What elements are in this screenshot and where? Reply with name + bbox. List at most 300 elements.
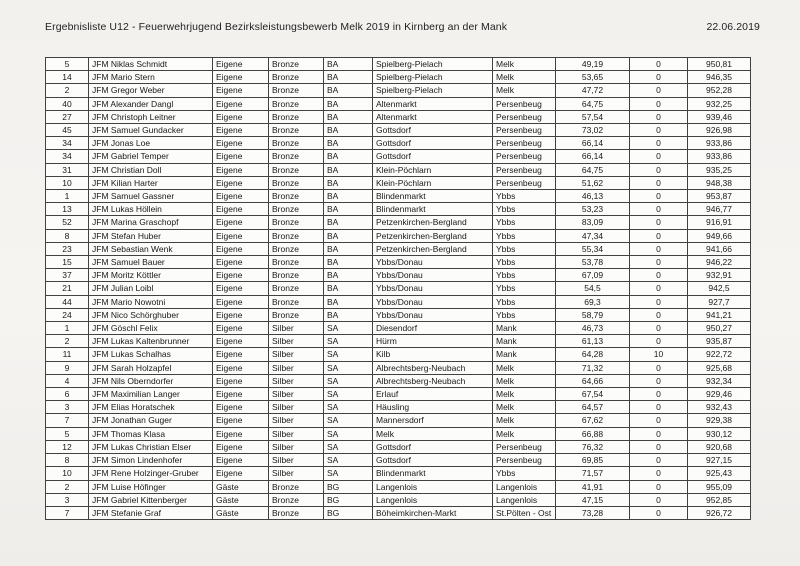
cell-class: BA: [324, 58, 373, 71]
cell-name: JFM Gabriel Kittenberger: [89, 493, 213, 506]
cell-start-number: 13: [46, 203, 89, 216]
cell-fire-brigade: Klein-Pöchlarn: [373, 176, 493, 189]
cell-district: Persenbeug: [493, 176, 556, 189]
cell-class: BA: [324, 308, 373, 321]
cell-start-number: 10: [46, 176, 89, 189]
cell-group: Gäste: [213, 480, 269, 493]
cell-competition-level: Silber: [269, 361, 324, 374]
cell-group: Gäste: [213, 506, 269, 519]
cell-time: 76,32: [556, 440, 630, 453]
table-row: [46, 322, 751, 335]
cell-competition-level: Bronze: [269, 282, 324, 295]
cell-group: Eigene: [213, 322, 269, 335]
cell-competition-level: Bronze: [269, 269, 324, 282]
cell-penalty: 0: [630, 388, 688, 401]
cell-competition-level: Silber: [269, 401, 324, 414]
cell-class: SA: [324, 348, 373, 361]
cell-district: St.Pölten - Ost: [493, 506, 556, 519]
cell-competition-level: Bronze: [269, 295, 324, 308]
cell-class: SA: [324, 467, 373, 480]
cell-time: 66,14: [556, 150, 630, 163]
cell-time: 47,15: [556, 493, 630, 506]
cell-fire-brigade: Petzenkirchen-Bergland: [373, 229, 493, 242]
cell-class: BA: [324, 242, 373, 255]
cell-competition-level: Silber: [269, 388, 324, 401]
cell-time: 66,88: [556, 427, 630, 440]
cell-start-number: 5: [46, 427, 89, 440]
cell-competition-level: Silber: [269, 440, 324, 453]
cell-points: 927,7: [688, 295, 751, 308]
table-row: [46, 401, 751, 414]
cell-name: JFM Sebastian Wenk: [89, 242, 213, 255]
table-row: [46, 467, 751, 480]
cell-district: Persenbeug: [493, 163, 556, 176]
cell-name: JFM Maximilian Langer: [89, 388, 213, 401]
cell-points: 925,43: [688, 467, 751, 480]
cell-district: Melk: [493, 374, 556, 387]
cell-class: SA: [324, 427, 373, 440]
cell-competition-level: Silber: [269, 322, 324, 335]
cell-class: BA: [324, 203, 373, 216]
cell-points: 933,86: [688, 137, 751, 150]
cell-points: 949,66: [688, 229, 751, 242]
cell-district: Ybbs: [493, 216, 556, 229]
cell-class: BA: [324, 269, 373, 282]
table-row: [46, 163, 751, 176]
cell-start-number: 40: [46, 97, 89, 110]
cell-name: JFM Nico Schörghuber: [89, 308, 213, 321]
cell-penalty: 0: [630, 176, 688, 189]
cell-competition-level: Bronze: [269, 229, 324, 242]
cell-points: 939,46: [688, 110, 751, 123]
cell-fire-brigade: Ybbs/Donau: [373, 256, 493, 269]
cell-fire-brigade: Erlauf: [373, 388, 493, 401]
cell-time: 71,32: [556, 361, 630, 374]
cell-penalty: 0: [630, 242, 688, 255]
cell-penalty: 0: [630, 361, 688, 374]
table-row: [46, 110, 751, 123]
cell-time: 71,57: [556, 467, 630, 480]
cell-district: Ybbs: [493, 308, 556, 321]
cell-fire-brigade: Spielberg-Pielach: [373, 84, 493, 97]
cell-fire-brigade: Ybbs/Donau: [373, 269, 493, 282]
cell-name: JFM Gregor Weber: [89, 84, 213, 97]
cell-name: JFM Kilian Harter: [89, 176, 213, 189]
cell-points: 948,38: [688, 176, 751, 189]
cell-fire-brigade: Altenmarkt: [373, 110, 493, 123]
cell-group: Eigene: [213, 229, 269, 242]
cell-points: 926,72: [688, 506, 751, 519]
cell-class: BA: [324, 295, 373, 308]
cell-start-number: 27: [46, 110, 89, 123]
cell-penalty: 0: [630, 414, 688, 427]
cell-points: 952,28: [688, 84, 751, 97]
cell-penalty: 0: [630, 203, 688, 216]
cell-district: Persenbeug: [493, 454, 556, 467]
cell-penalty: 0: [630, 308, 688, 321]
cell-time: 64,75: [556, 163, 630, 176]
cell-fire-brigade: Kilb: [373, 348, 493, 361]
cell-time: 49,19: [556, 58, 630, 71]
cell-fire-brigade: Böheimkirchen-Markt: [373, 506, 493, 519]
cell-start-number: 11: [46, 348, 89, 361]
cell-start-number: 23: [46, 242, 89, 255]
table-row: [46, 203, 751, 216]
cell-start-number: 37: [46, 269, 89, 282]
cell-time: 51,62: [556, 176, 630, 189]
cell-time: 47,72: [556, 84, 630, 97]
cell-start-number: 1: [46, 190, 89, 203]
cell-penalty: 0: [630, 506, 688, 519]
cell-points: 942,5: [688, 282, 751, 295]
cell-district: Persenbeug: [493, 124, 556, 137]
cell-start-number: 7: [46, 506, 89, 519]
cell-points: 932,25: [688, 97, 751, 110]
cell-class: BA: [324, 256, 373, 269]
cell-group: Eigene: [213, 308, 269, 321]
cell-district: Melk: [493, 414, 556, 427]
cell-start-number: 45: [46, 124, 89, 137]
table-row: [46, 242, 751, 255]
cell-name: JFM Jonathan Guger: [89, 414, 213, 427]
cell-group: Eigene: [213, 348, 269, 361]
table-row: [46, 176, 751, 189]
cell-competition-level: Silber: [269, 427, 324, 440]
cell-district: Melk: [493, 84, 556, 97]
cell-start-number: 1: [46, 322, 89, 335]
cell-district: Langenlois: [493, 493, 556, 506]
cell-points: 925,68: [688, 361, 751, 374]
cell-fire-brigade: Albrechtsberg-Neubach: [373, 374, 493, 387]
cell-district: Ybbs: [493, 282, 556, 295]
cell-start-number: 34: [46, 137, 89, 150]
cell-penalty: 0: [630, 269, 688, 282]
cell-fire-brigade: Ybbs/Donau: [373, 295, 493, 308]
cell-penalty: 0: [630, 71, 688, 84]
cell-name: JFM Rene Holzinger-Gruber: [89, 467, 213, 480]
cell-district: Persenbeug: [493, 440, 556, 453]
cell-points: 932,34: [688, 374, 751, 387]
cell-name: JFM Luise Höfinger: [89, 480, 213, 493]
table-row: [46, 84, 751, 97]
cell-time: 64,75: [556, 97, 630, 110]
cell-start-number: 9: [46, 361, 89, 374]
cell-name: JFM Julian Loibl: [89, 282, 213, 295]
cell-group: Eigene: [213, 190, 269, 203]
cell-points: 933,86: [688, 150, 751, 163]
cell-time: 54,5: [556, 282, 630, 295]
cell-competition-level: Bronze: [269, 203, 324, 216]
cell-points: 955,09: [688, 480, 751, 493]
cell-class: BA: [324, 71, 373, 84]
results-tbody: [46, 58, 751, 520]
cell-name: JFM Mario Stern: [89, 71, 213, 84]
cell-name: JFM Nils Oberndorfer: [89, 374, 213, 387]
cell-group: Eigene: [213, 137, 269, 150]
cell-class: BA: [324, 190, 373, 203]
cell-class: BA: [324, 176, 373, 189]
cell-points: 941,66: [688, 242, 751, 255]
cell-group: Eigene: [213, 361, 269, 374]
cell-time: 53,65: [556, 71, 630, 84]
cell-group: Eigene: [213, 203, 269, 216]
cell-district: Melk: [493, 361, 556, 374]
cell-district: Mank: [493, 348, 556, 361]
cell-points: 930,12: [688, 427, 751, 440]
cell-name: JFM Lukas Christian Elser: [89, 440, 213, 453]
cell-competition-level: Bronze: [269, 150, 324, 163]
table-row: [46, 137, 751, 150]
cell-district: Persenbeug: [493, 110, 556, 123]
cell-penalty: 0: [630, 467, 688, 480]
cell-district: Ybbs: [493, 256, 556, 269]
table-row: [46, 150, 751, 163]
cell-fire-brigade: Blindenmarkt: [373, 467, 493, 480]
cell-start-number: 2: [46, 480, 89, 493]
cell-name: JFM Lukas Schalhas: [89, 348, 213, 361]
cell-class: SA: [324, 374, 373, 387]
cell-start-number: 2: [46, 335, 89, 348]
cell-time: 47,34: [556, 229, 630, 242]
cell-name: JFM Samuel Gassner: [89, 190, 213, 203]
cell-class: SA: [324, 440, 373, 453]
cell-group: Eigene: [213, 163, 269, 176]
cell-fire-brigade: Altenmarkt: [373, 97, 493, 110]
cell-competition-level: Bronze: [269, 110, 324, 123]
cell-district: Ybbs: [493, 242, 556, 255]
cell-points: 935,87: [688, 335, 751, 348]
cell-competition-level: Bronze: [269, 124, 324, 137]
cell-name: JFM Göschl Felix: [89, 322, 213, 335]
cell-fire-brigade: Langenlois: [373, 480, 493, 493]
cell-time: 53,23: [556, 203, 630, 216]
cell-fire-brigade: Blindenmarkt: [373, 203, 493, 216]
cell-fire-brigade: Klein-Pöchlarn: [373, 163, 493, 176]
cell-time: 67,62: [556, 414, 630, 427]
cell-class: BA: [324, 282, 373, 295]
table-row: [46, 335, 751, 348]
cell-fire-brigade: Blindenmarkt: [373, 190, 493, 203]
cell-group: Eigene: [213, 388, 269, 401]
cell-fire-brigade: Langenlois: [373, 493, 493, 506]
cell-group: Eigene: [213, 150, 269, 163]
cell-fire-brigade: Hürm: [373, 335, 493, 348]
cell-group: Eigene: [213, 242, 269, 255]
cell-start-number: 14: [46, 71, 89, 84]
cell-start-number: 15: [46, 256, 89, 269]
cell-points: 927,15: [688, 454, 751, 467]
cell-class: BA: [324, 150, 373, 163]
page-date: 22.06.2019: [706, 21, 760, 33]
cell-time: 67,54: [556, 388, 630, 401]
cell-class: SA: [324, 454, 373, 467]
cell-competition-level: Bronze: [269, 58, 324, 71]
cell-points: 929,46: [688, 388, 751, 401]
cell-penalty: 0: [630, 190, 688, 203]
cell-district: Melk: [493, 58, 556, 71]
cell-time: 67,09: [556, 269, 630, 282]
cell-name: JFM Marina Graschopf: [89, 216, 213, 229]
cell-penalty: 0: [630, 137, 688, 150]
cell-group: Eigene: [213, 124, 269, 137]
cell-district: Langenlois: [493, 480, 556, 493]
cell-class: SA: [324, 388, 373, 401]
cell-group: Eigene: [213, 467, 269, 480]
cell-points: 926,98: [688, 124, 751, 137]
table-row: [46, 506, 751, 519]
cell-district: Mank: [493, 335, 556, 348]
cell-start-number: 6: [46, 388, 89, 401]
table-row: [46, 348, 751, 361]
cell-start-number: 44: [46, 295, 89, 308]
cell-competition-level: Silber: [269, 467, 324, 480]
cell-class: BA: [324, 97, 373, 110]
cell-points: 950,81: [688, 58, 751, 71]
cell-competition-level: Bronze: [269, 97, 324, 110]
table-row: [46, 229, 751, 242]
cell-time: 64,28: [556, 348, 630, 361]
cell-district: Ybbs: [493, 269, 556, 282]
cell-class: BA: [324, 110, 373, 123]
cell-start-number: 2: [46, 84, 89, 97]
table-row: [46, 374, 751, 387]
cell-group: Eigene: [213, 295, 269, 308]
cell-fire-brigade: Albrechtsberg-Neubach: [373, 361, 493, 374]
cell-time: 83,09: [556, 216, 630, 229]
cell-start-number: 3: [46, 493, 89, 506]
cell-time: 57,54: [556, 110, 630, 123]
cell-start-number: 21: [46, 282, 89, 295]
cell-penalty: 0: [630, 150, 688, 163]
cell-name: JFM Samuel Gundacker: [89, 124, 213, 137]
cell-start-number: 24: [46, 308, 89, 321]
cell-name: JFM Simon Lindenhofer: [89, 454, 213, 467]
cell-start-number: 52: [46, 216, 89, 229]
cell-competition-level: Bronze: [269, 216, 324, 229]
cell-group: Eigene: [213, 282, 269, 295]
cell-time: 64,66: [556, 374, 630, 387]
cell-competition-level: Bronze: [269, 71, 324, 84]
table-row: [46, 71, 751, 84]
cell-fire-brigade: Melk: [373, 427, 493, 440]
cell-penalty: 0: [630, 97, 688, 110]
cell-competition-level: Bronze: [269, 308, 324, 321]
cell-group: Eigene: [213, 71, 269, 84]
cell-points: 941,21: [688, 308, 751, 321]
cell-class: SA: [324, 322, 373, 335]
cell-name: JFM Christian Doll: [89, 163, 213, 176]
cell-group: Eigene: [213, 335, 269, 348]
cell-group: Eigene: [213, 256, 269, 269]
cell-penalty: 0: [630, 163, 688, 176]
cell-competition-level: Bronze: [269, 506, 324, 519]
cell-points: 922,72: [688, 348, 751, 361]
cell-fire-brigade: Spielberg-Pielach: [373, 71, 493, 84]
cell-name: JFM Stefan Huber: [89, 229, 213, 242]
page-title: Ergebnisliste U12 - Feuerwehrjugend Bezirksleistungsbewerb Melk 2019 in Kirnberg an der Mank: [45, 21, 508, 33]
cell-start-number: 7: [46, 414, 89, 427]
cell-district: Ybbs: [493, 295, 556, 308]
table-row: [46, 295, 751, 308]
cell-start-number: 31: [46, 163, 89, 176]
cell-class: BA: [324, 216, 373, 229]
cell-class: BA: [324, 137, 373, 150]
cell-fire-brigade: Ybbs/Donau: [373, 282, 493, 295]
cell-penalty: 0: [630, 440, 688, 453]
cell-group: Eigene: [213, 427, 269, 440]
cell-name: JFM Elias Horatschek: [89, 401, 213, 414]
cell-points: 952,85: [688, 493, 751, 506]
cell-penalty: 10: [630, 348, 688, 361]
cell-time: 69,85: [556, 454, 630, 467]
cell-points: 932,91: [688, 269, 751, 282]
cell-fire-brigade: Diesendorf: [373, 322, 493, 335]
cell-district: Mank: [493, 322, 556, 335]
table-row: [46, 454, 751, 467]
cell-start-number: 12: [46, 440, 89, 453]
cell-penalty: 0: [630, 256, 688, 269]
cell-penalty: 0: [630, 427, 688, 440]
cell-start-number: 8: [46, 454, 89, 467]
cell-points: 950,27: [688, 322, 751, 335]
cell-time: 53,78: [556, 256, 630, 269]
cell-start-number: 3: [46, 401, 89, 414]
cell-penalty: 0: [630, 229, 688, 242]
cell-group: Eigene: [213, 414, 269, 427]
cell-name: JFM Christoph Leitner: [89, 110, 213, 123]
cell-name: JFM Stefanie Graf: [89, 506, 213, 519]
table-row: [46, 427, 751, 440]
table-row: [46, 480, 751, 493]
cell-competition-level: Bronze: [269, 480, 324, 493]
table-row: [46, 388, 751, 401]
cell-points: 935,25: [688, 163, 751, 176]
cell-time: 61,13: [556, 335, 630, 348]
page-header: [45, 21, 760, 33]
cell-district: Ybbs: [493, 467, 556, 480]
cell-time: 69,3: [556, 295, 630, 308]
table-row: [46, 58, 751, 71]
cell-fire-brigade: Petzenkirchen-Bergland: [373, 216, 493, 229]
cell-time: 55,34: [556, 242, 630, 255]
table-row: [46, 97, 751, 110]
cell-start-number: 8: [46, 229, 89, 242]
cell-district: Ybbs: [493, 190, 556, 203]
cell-time: 73,02: [556, 124, 630, 137]
cell-group: Eigene: [213, 176, 269, 189]
cell-name: JFM Niklas Schmidt: [89, 58, 213, 71]
cell-points: 953,87: [688, 190, 751, 203]
cell-competition-level: Silber: [269, 414, 324, 427]
cell-class: BA: [324, 124, 373, 137]
cell-points: 932,43: [688, 401, 751, 414]
cell-fire-brigade: Gottsdorf: [373, 124, 493, 137]
cell-competition-level: Bronze: [269, 84, 324, 97]
cell-competition-level: Silber: [269, 454, 324, 467]
cell-competition-level: Bronze: [269, 137, 324, 150]
cell-class: SA: [324, 401, 373, 414]
cell-time: 58,79: [556, 308, 630, 321]
cell-name: JFM Sarah Holzapfel: [89, 361, 213, 374]
cell-group: Eigene: [213, 84, 269, 97]
table-row: [46, 269, 751, 282]
cell-name: JFM Thomas Klasa: [89, 427, 213, 440]
cell-competition-level: Silber: [269, 374, 324, 387]
cell-class: SA: [324, 361, 373, 374]
cell-name: JFM Samuel Bauer: [89, 256, 213, 269]
cell-district: Persenbeug: [493, 150, 556, 163]
cell-class: SA: [324, 335, 373, 348]
